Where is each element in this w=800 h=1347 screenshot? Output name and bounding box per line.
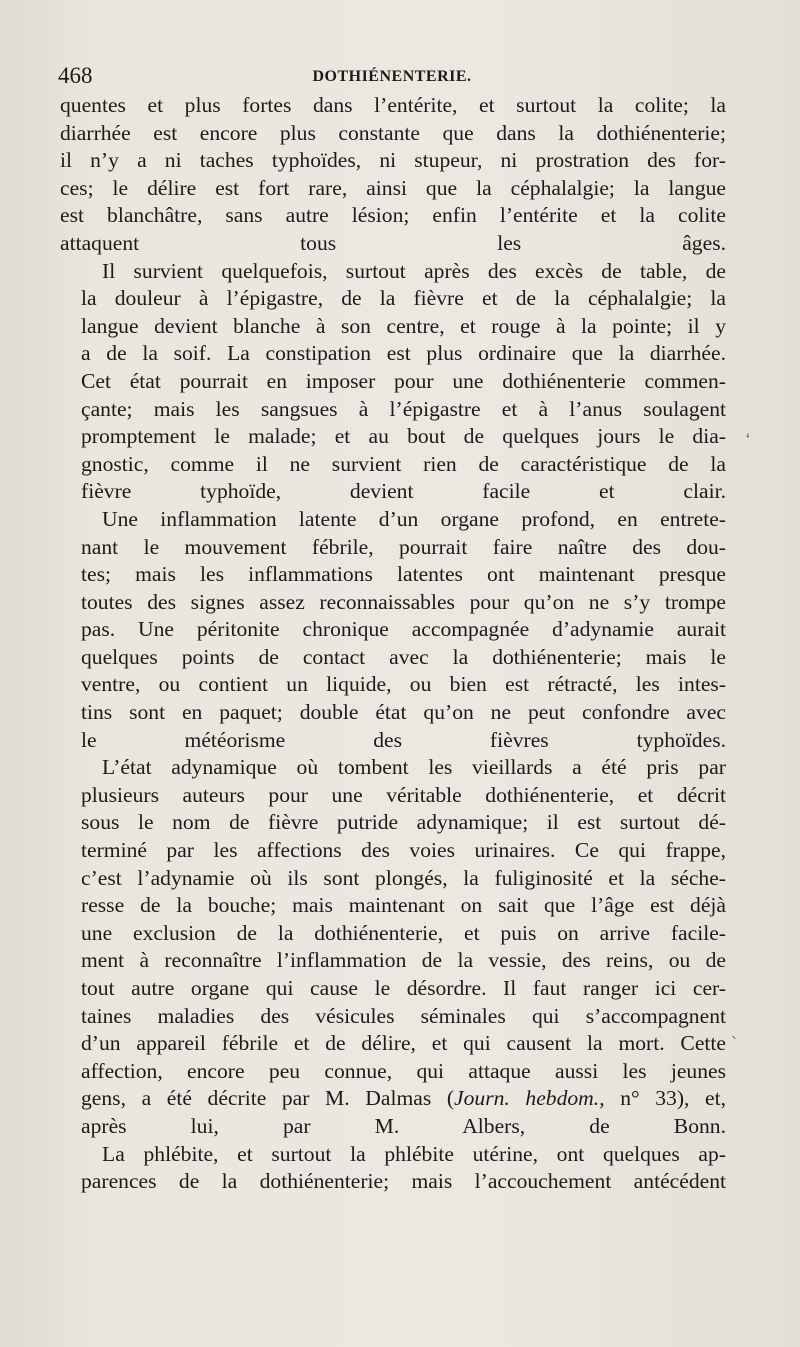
- text-line: L’état adynamique où tombent les vieillards a été pris par: [102, 755, 726, 780]
- paragraph-4: [60, 754, 726, 1140]
- citation-text-after: , n° 33), et,: [599, 1086, 726, 1111]
- text-line: Une inflammation latente d’un organe profond, en entrete-: [102, 506, 726, 531]
- text-line: terminé par les affections des voies urinaires. Ce qui frappe,: [81, 838, 726, 863]
- text-line: langue devient blanche à son centre, et rouge à la pointe; il y: [81, 313, 726, 338]
- text-line: la douleur à l’épigastre, de la fièvre et de la céphalalgie; la: [81, 286, 726, 311]
- text-line: quelques points de contact avec la dothiénenterie; mais le: [81, 644, 726, 669]
- page-number: 468: [58, 63, 93, 88]
- journal-title: Journ. hebdom.: [454, 1086, 600, 1111]
- text-line: plusieurs auteurs pour une véritable dothiénenterie, et décrit: [81, 782, 726, 807]
- text-line: parences de la dothiénenterie; mais l’accouchement antécédent: [81, 1169, 726, 1194]
- text-line: quentes et plus fortes dans l’entérite, et surtout la colite; la: [60, 93, 726, 117]
- text-line: ventre, ou contient un liquide, ou bien est rétracté, les intes-: [81, 672, 726, 697]
- body-text: [60, 92, 726, 1196]
- text-line: tes; mais les inflammations latentes ont maintenant presque: [81, 562, 726, 587]
- text-line: c’est l’adynamie où ils sont plongés, la fuliginosité et la séche-: [81, 865, 726, 890]
- text-line: le météorisme des fièvres typhoïdes.: [81, 727, 726, 752]
- paragraph-5: [60, 1141, 726, 1196]
- text-line: nant le mouvement fébrile, pourrait faire naître des dou-: [81, 534, 726, 559]
- text-line: est blanchâtre, sans autre lésion; enfin l’entérite et la colite: [60, 203, 726, 228]
- text-line: attaquent tous les âges.: [60, 230, 726, 255]
- text-line: tins sont en paquet; double état qu’on ne peut confondre avec: [81, 700, 726, 725]
- text-line: affection, encore peu connue, qui attaque aussi les jeunes: [81, 1058, 726, 1083]
- margin-mark: ˎ: [731, 1019, 737, 1039]
- text-line: La phlébite, et surtout la phlébite utérine, ont quelques ap-: [102, 1141, 726, 1166]
- text-line: d’un appareil fébrile et de délire, et qui causent la mort. Cette: [81, 1031, 726, 1056]
- margin-mark: ‘: [745, 429, 751, 449]
- citation-line: [60, 1085, 726, 1113]
- text-line: Il survient quelquefois, surtout après des excès de table, de: [102, 258, 726, 283]
- text-line: après lui, par M. Albers, de Bonn.: [81, 1113, 726, 1138]
- paragraph-2: [60, 258, 726, 506]
- text-line: toutes des signes assez reconnaissables pour qu’on ne s’y trompe: [81, 589, 726, 614]
- text-line: il n’y a ni taches typhoïdes, ni stupeur, ni prostration des for-: [60, 148, 726, 173]
- text-line: sous le nom de fièvre putride adynamique; il est surtout dé-: [81, 810, 726, 835]
- text-line: fièvre typhoïde, devient facile et clair.: [81, 479, 726, 504]
- running-head: DOTHIÉNENTERIE.: [312, 68, 472, 85]
- text-line: une exclusion de la dothiénenterie, et puis on arrive facile-: [81, 920, 726, 945]
- text-line: ment à reconnaître l’inflammation de la vessie, des reins, ou de: [81, 948, 726, 973]
- text-line: Cet état pourrait en imposer pour une dothiénenterie commen-: [81, 368, 726, 393]
- paragraph-3: [60, 506, 726, 754]
- text-line: a de la soif. La constipation est plus ordinaire que la diarrhée.: [81, 341, 726, 366]
- text-line: taines maladies des vésicules séminales qui s’accompagnent: [81, 1003, 726, 1028]
- text-line: promptement le malade; et au bout de quelques jours le dia-: [81, 424, 726, 449]
- text-line: gnostic, comme il ne survient rien de caractéristique de la: [81, 451, 726, 476]
- paragraph-1: [60, 92, 726, 258]
- page-header: [58, 62, 726, 90]
- text-line: tout autre organe qui cause le désordre. Il faut ranger ici cer-: [81, 976, 726, 1000]
- text-line: çante; mais les sangsues à l’épigastre et à l’anus soulagent: [81, 396, 726, 421]
- text-line: diarrhée est encore plus constante que dans la dothiénenterie;: [60, 120, 726, 145]
- text-line: pas. Une péritonite chronique accompagnée d’adynamie aurait: [81, 617, 726, 642]
- text-line: resse de la bouche; mais maintenant on sait que l’âge est déjà: [81, 893, 726, 918]
- text-line: ces; le délire est fort rare, ainsi que la céphalalgie; la langue: [60, 175, 726, 200]
- citation-text-before: gens, a été décrite par M. Dalmas (: [81, 1086, 455, 1111]
